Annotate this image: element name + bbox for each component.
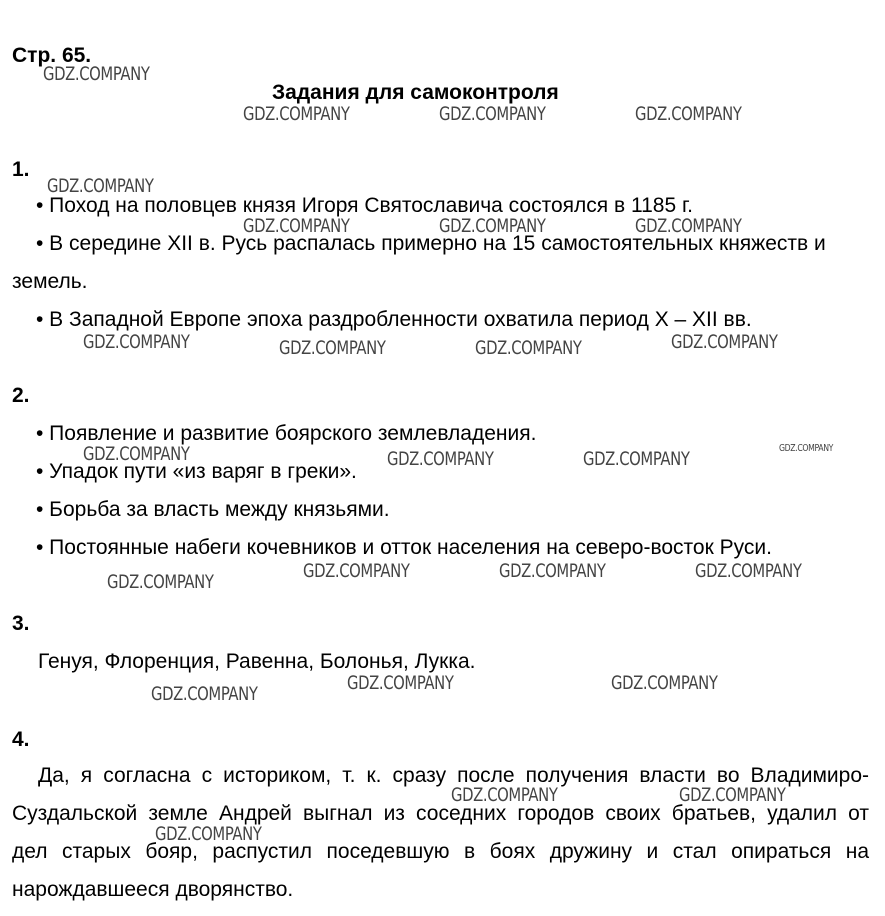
section-4-paragraph-line: нарождавшееся дворянство.: [12, 878, 294, 901]
watermark: GDZ.COMPANY: [151, 683, 258, 705]
watermark: GDZ.COMPANY: [475, 337, 582, 359]
section-4-number: 4.: [12, 728, 30, 751]
section-4-paragraph-line: дел старых бояр, распустил поседевшую в боях дружину и стал опираться на: [12, 840, 869, 863]
watermark: GDZ.COMPANY: [303, 560, 410, 582]
watermark: GDZ.COMPANY: [439, 103, 546, 125]
watermark: GDZ.COMPANY: [695, 560, 802, 582]
section-3-item: Генуя, Флоренция, Равенна, Болонья, Лукка.: [38, 650, 476, 673]
watermark: GDZ.COMPANY: [779, 443, 834, 454]
watermark: GDZ.COMPANY: [611, 672, 718, 694]
section-2-item: • Появление и развитие боярского землевладения.: [36, 422, 537, 445]
watermark: GDZ.COMPANY: [155, 823, 262, 845]
watermark: GDZ.COMPANY: [43, 63, 150, 85]
watermark: GDZ.COMPANY: [635, 215, 742, 237]
watermark: GDZ.COMPANY: [83, 331, 190, 353]
section-3-number: 3.: [12, 612, 30, 635]
section-2-item: • Борьба за власть между князьями.: [36, 498, 390, 521]
section-4-paragraph-line: Суздальской земле Андрей выгнал из соседних городов своих братьев, удалил от: [12, 802, 869, 825]
watermark: GDZ.COMPANY: [583, 448, 690, 470]
page-number: Стр. 65.: [12, 44, 92, 67]
watermark: GDZ.COMPANY: [243, 103, 350, 125]
section-2-number: 2.: [12, 384, 30, 407]
watermark: GDZ.COMPANY: [279, 337, 386, 359]
watermark: GDZ.COMPANY: [679, 784, 786, 806]
section-1-item: • В Западной Европе эпоха раздробленности охватила период X – XII вв.: [36, 308, 752, 331]
section-1-number: 1.: [12, 158, 30, 181]
section-1-item: • Поход на половцев князя Игоря Святославича состоялся в 1185 г.: [36, 194, 693, 217]
watermark: GDZ.COMPANY: [387, 448, 494, 470]
watermark: GDZ.COMPANY: [635, 103, 742, 125]
section-4-paragraph-line: Да, я согласна с историком, т. к. сразу после получения власти во Владимиро-: [38, 764, 869, 787]
page-title: Задания для самоконтроля: [272, 81, 559, 104]
section-2-item: • Постоянные набеги кочевников и отток населения на северо-восток Руси.: [36, 536, 772, 559]
watermark: GDZ.COMPANY: [243, 215, 350, 237]
watermark: GDZ.COMPANY: [439, 215, 546, 237]
section-2-item: • Упадок пути «из варяг в греки».: [36, 460, 357, 483]
watermark: GDZ.COMPANY: [499, 560, 606, 582]
watermark: GDZ.COMPANY: [347, 672, 454, 694]
watermark: GDZ.COMPANY: [47, 175, 154, 197]
watermark: GDZ.COMPANY: [451, 784, 558, 806]
watermark: GDZ.COMPANY: [671, 331, 778, 353]
section-1-item: • В середине XII в. Русь распалась примерно на 15 самостоятельных княжеств и: [36, 232, 826, 255]
watermark: GDZ.COMPANY: [83, 443, 190, 465]
section-1-item: земель.: [12, 270, 88, 293]
watermark: GDZ.COMPANY: [107, 571, 214, 593]
